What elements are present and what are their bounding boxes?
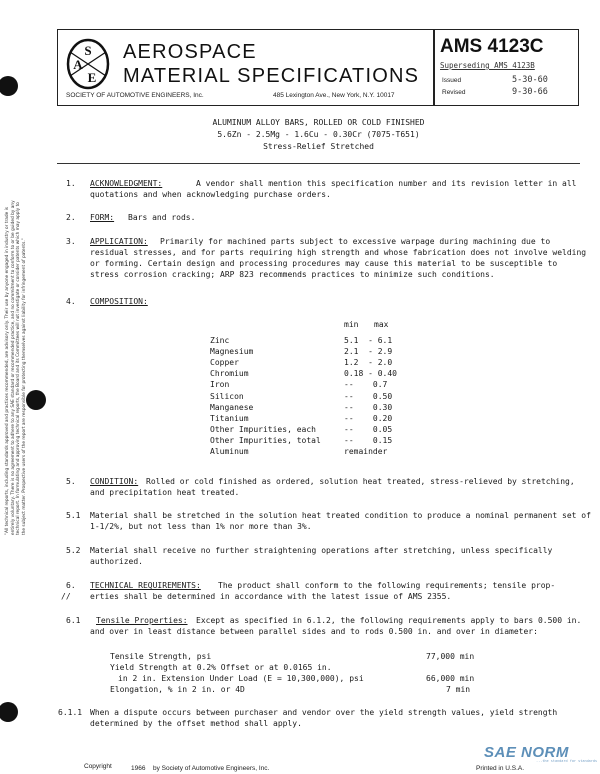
s3-line4: stress corrosion cracking; ARP 823 recommends practices to minimize such conditions. — [90, 270, 495, 279]
s6-line1: The product shall conform to the following requirements; tensile prop- — [218, 581, 556, 590]
composition-element: Magnesium — [210, 347, 254, 357]
s611-line1: When a dispute occurs between purchaser and vendor over the yield strength values, yield strength — [90, 708, 558, 717]
composition-value: 1.2 - 2.0 — [344, 358, 393, 368]
s611-number: 6.1.1 — [58, 708, 83, 717]
margin-change-mark: // — [61, 592, 71, 601]
s1-number: 1. — [66, 179, 76, 188]
s1-heading: ACKNOWLEDGMENT: — [90, 179, 163, 188]
composition-value: 2.1 - 2.9 — [344, 347, 393, 357]
copyright-holder: by Society of Automotive Engineers, Inc. — [153, 765, 270, 772]
s51-line1: Material shall be stretched in the solution heat treated condition to produce a nominal permanent set of — [90, 511, 591, 520]
composition-element: Aluminum — [210, 447, 249, 456]
sae-logo — [66, 38, 110, 90]
copyright-year: 1966 — [131, 765, 146, 772]
punch-hole-top — [0, 76, 18, 96]
composition-element: Silicon — [210, 391, 244, 401]
composition-value: 5.1 - 6.1 — [344, 336, 393, 345]
s61-number: 6.1 — [66, 616, 81, 625]
yield-strength-value: 66,000 min — [426, 674, 475, 683]
s3-number: 3. — [66, 237, 76, 246]
composition-value: -- 0.15 — [344, 435, 393, 445]
superseding-note: Superseding AMS 4123B — [440, 61, 535, 70]
doc-title-line3: Stress-Relief Stretched — [263, 142, 374, 151]
header-divider — [433, 30, 435, 105]
society-name: SOCIETY OF AUTOMOTIVE ENGINEERS, Inc. — [66, 92, 204, 99]
composition-value: -- 0.20 — [344, 413, 393, 423]
doc-title-line1: ALUMINUM ALLOY BARS, ROLLED OR COLD FINISHED — [212, 118, 425, 127]
composition-element: Iron — [210, 380, 230, 390]
s61-line2: and over in least distance between parallel sides and to rods 0.500 in. and over in diameter: — [90, 627, 538, 636]
composition-value: 0.18 - 0.40 — [344, 369, 397, 379]
punch-hole-bottom — [0, 702, 18, 722]
logo-letter-a: A — [73, 57, 83, 72]
s611-line2: determined by the offset method shall apply. — [90, 719, 302, 728]
composition-value: -- 0.30 — [344, 402, 393, 412]
composition-value: -- 0.50 — [344, 391, 393, 401]
s51-line2: 1-1/2%, but not less than 1% nor more than 3%. — [90, 522, 312, 531]
revised-label: Revised — [442, 89, 466, 96]
s3-line1: Primarily for machined parts subject to excessive warpage during machining due to — [160, 237, 551, 246]
logo-letter-e: E — [87, 70, 97, 85]
sae-norm-tagline: ...the standard for standards — [536, 759, 598, 763]
s3-line3: or forming. Certain design and processing procedures may cause this material to be susceptible to — [90, 259, 558, 268]
s52-number: 5.2 — [66, 546, 81, 555]
s6-line2: erties shall be determined in accordance with the latest issue of AMS 2355. — [90, 592, 452, 601]
spec-header — [57, 29, 579, 106]
s4-number: 4. — [66, 297, 76, 306]
s2-heading: FORM: — [90, 213, 115, 222]
s61-line1: Except as specified in 6.1.2, the following requirements apply to bars 0.500 in. — [196, 616, 582, 625]
society-address: 485 Lexington Ave., New York, N.Y. 10017 — [273, 92, 395, 99]
issued-label: Issued — [442, 77, 462, 84]
tensile-strength-value: 77,000 min — [426, 652, 475, 661]
title-rule — [57, 163, 580, 164]
spec-number: AMS 4123C — [440, 36, 544, 57]
composition-value: remainder — [344, 447, 388, 456]
composition-element: Manganese — [210, 402, 254, 412]
composition-value: -- 0.7 — [344, 380, 388, 390]
yield-strength-label2: in 2 in. Extension Under Load (E = 10,300,000), psi — [118, 674, 364, 683]
s2-number: 2. — [66, 213, 76, 222]
s3-heading: APPLICATION: — [90, 237, 148, 246]
s6-heading: TECHNICAL REQUIREMENTS: — [90, 581, 201, 590]
side-disclaimer: "All technical reports, including standards approved and practices recommended, are advisory only. Their use by anyone engaged in industry or trade is entirely voluntary. There is no agreement to adhere to any SAE standard or recommended practice, and no commitment to conform to or be guided by any technical report. In formulating and approving technical reports, the Board and its Committees will not investigate or consider patents which may apply to the subject matter. Prospective users of the report are responsible for protecting themselves against liability for infringement of patents." — [5, 200, 27, 535]
s5-heading: CONDITION: — [90, 477, 139, 486]
s52-line1: Material shall receive no further straightening operations after stretching, unless specifically — [90, 546, 553, 555]
header-title-mat-spec: MATERIAL SPECIFICATIONS — [123, 65, 420, 87]
s1-line2: quotations and when acknowledging purchase orders. — [90, 190, 331, 199]
composition-element: Titanium — [210, 413, 249, 423]
header-title-aerospace: AEROSPACE — [123, 41, 257, 63]
elongation-value: 7 min — [446, 685, 471, 694]
logo-letter-s: S — [84, 43, 92, 58]
composition-max-header: max — [374, 320, 389, 329]
composition-element: Zinc — [210, 336, 230, 345]
printed-in: Printed in U.S.A. — [476, 765, 525, 772]
composition-element: Chromium — [210, 369, 249, 379]
s61-heading: Tensile Properties: — [96, 616, 188, 625]
tensile-strength-label: Tensile Strength, psi — [110, 652, 212, 661]
s1-line1: A vendor shall mention this specification number and its revision letter in all — [196, 179, 577, 188]
s6-number: 6. — [66, 581, 76, 590]
doc-title-line2: 5.6Zn - 2.5Mg - 1.6Cu - 0.30Cr (7075-T651) — [217, 130, 420, 139]
composition-element: Other Impurities, each — [210, 424, 316, 434]
s52-line2: authorized. — [90, 557, 143, 566]
s5-number: 5. — [66, 477, 76, 486]
composition-value: -- 0.05 — [344, 424, 393, 434]
s51-number: 5.1 — [66, 511, 81, 520]
s5-line1: Rolled or cold finished as ordered, solution heat treated, stress-relieved by stretching, — [146, 477, 575, 486]
composition-element: Copper — [210, 358, 239, 368]
composition-element: Other Impurities, total — [210, 435, 321, 445]
elongation-label: Elongation, % in 2 in. or 4D — [110, 685, 245, 694]
s2-line1: Bars and rods. — [128, 213, 196, 222]
s4-heading: COMPOSITION: — [90, 297, 148, 306]
revised-date: 9-30-66 — [512, 87, 548, 97]
issued-date: 5-30-60 — [512, 75, 548, 85]
copyright-label: Copyright — [84, 763, 112, 770]
sae-norm-watermark: SAE NORM — [484, 744, 569, 761]
s3-line2: residual stresses, and for parts requiring high strength and whose fabrication does not involve welding — [90, 248, 587, 257]
yield-strength-label: Yield Strength at 0.2% Offset or at 0.0165 in. — [110, 663, 332, 672]
s5-line2: and precipitation heat treated. — [90, 488, 240, 497]
composition-min-header: min — [344, 320, 359, 329]
